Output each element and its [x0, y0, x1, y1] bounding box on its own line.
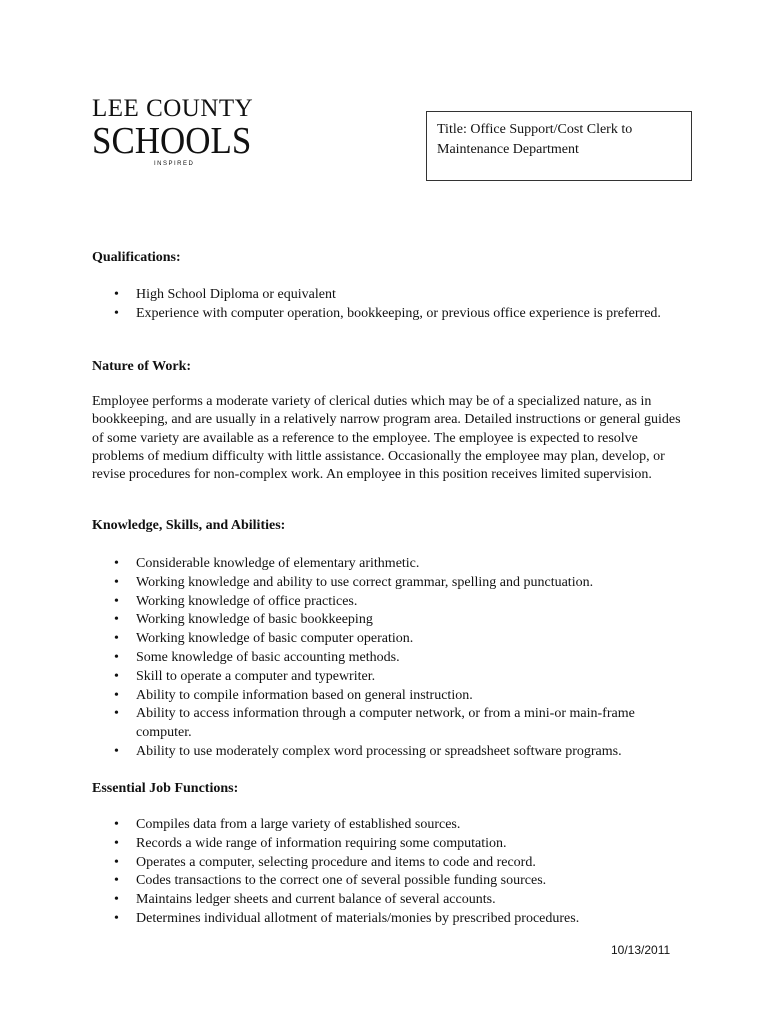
footer-date: 10/13/2011 [611, 943, 671, 957]
list-item: • Working knowledge of basic bookkeeping [92, 611, 682, 630]
list-item: • Codes transactions to the correct one of several possible funding sources. [92, 872, 682, 891]
qualifications-list [92, 286, 682, 324]
qualifications-heading: Qualifications: [92, 250, 181, 265]
logo-line-1: LEE COUNTY [92, 95, 254, 122]
list-item: • High School Diploma or equivalent [92, 286, 682, 305]
essential-functions-list [92, 816, 682, 929]
ksa-heading: Knowledge, Skills, and Abilities: [92, 518, 286, 533]
list-item: • Experience with computer operation, bookkeeping, or previous office experience is preferred. [92, 305, 682, 324]
list-item: • Some knowledge of basic accounting methods. [92, 649, 682, 668]
list-item: • Working knowledge of office practices. [92, 593, 682, 612]
logo-line-2: SCHOOLS [92, 120, 252, 162]
list-item: • Considerable knowledge of elementary arithmetic. [92, 555, 682, 574]
job-title-box: Title: Office Support/Cost Clerk to Maintenance Department [426, 111, 692, 181]
nature-of-work-heading: Nature of Work: [92, 359, 192, 374]
list-item: • Records a wide range of information requiring some computation. [92, 835, 682, 854]
essential-functions-heading: Essential Job Functions: [92, 781, 239, 796]
list-item: • Working knowledge and ability to use correct grammar, spelling and punctuation. [92, 574, 682, 593]
lee-county-schools-logo [92, 95, 262, 175]
list-item: • Ability to use moderately complex word processing or spreadsheet software programs. [92, 743, 682, 762]
logo-tagline: INSPIRED [154, 161, 195, 167]
list-item: • Maintains ledger sheets and current balance of several accounts. [92, 891, 682, 910]
list-item: • Ability to access information through a computer network, or from a mini-or main-frame computer. [92, 705, 682, 743]
nature-of-work-text: Employee performs a moderate variety of clerical duties which may be of a specialized nature, as in bookkeeping, and are usually in a relatively narrow program area. Detailed instructions or general guides of some variety are available as a reference to the employee. The employee is expected to resolve problems of medium difficulty with little assistance. Occasionally the employee may plan, develop, or revise procedures for non-complex work. An employee in this position receives limited supervision. [92, 394, 681, 483]
list-item: • Skill to operate a computer and typewriter. [92, 668, 682, 687]
list-item: • Compiles data from a large variety of established sources. [92, 816, 682, 835]
list-item: • Ability to compile information based on general instruction. [92, 687, 682, 706]
list-item: • Working knowledge of basic computer operation. [92, 630, 682, 649]
ksa-list [92, 555, 682, 762]
list-item: • Determines individual allotment of materials/monies by prescribed procedures. [92, 910, 682, 929]
list-item: • Operates a computer, selecting procedure and items to code and record. [92, 854, 682, 873]
